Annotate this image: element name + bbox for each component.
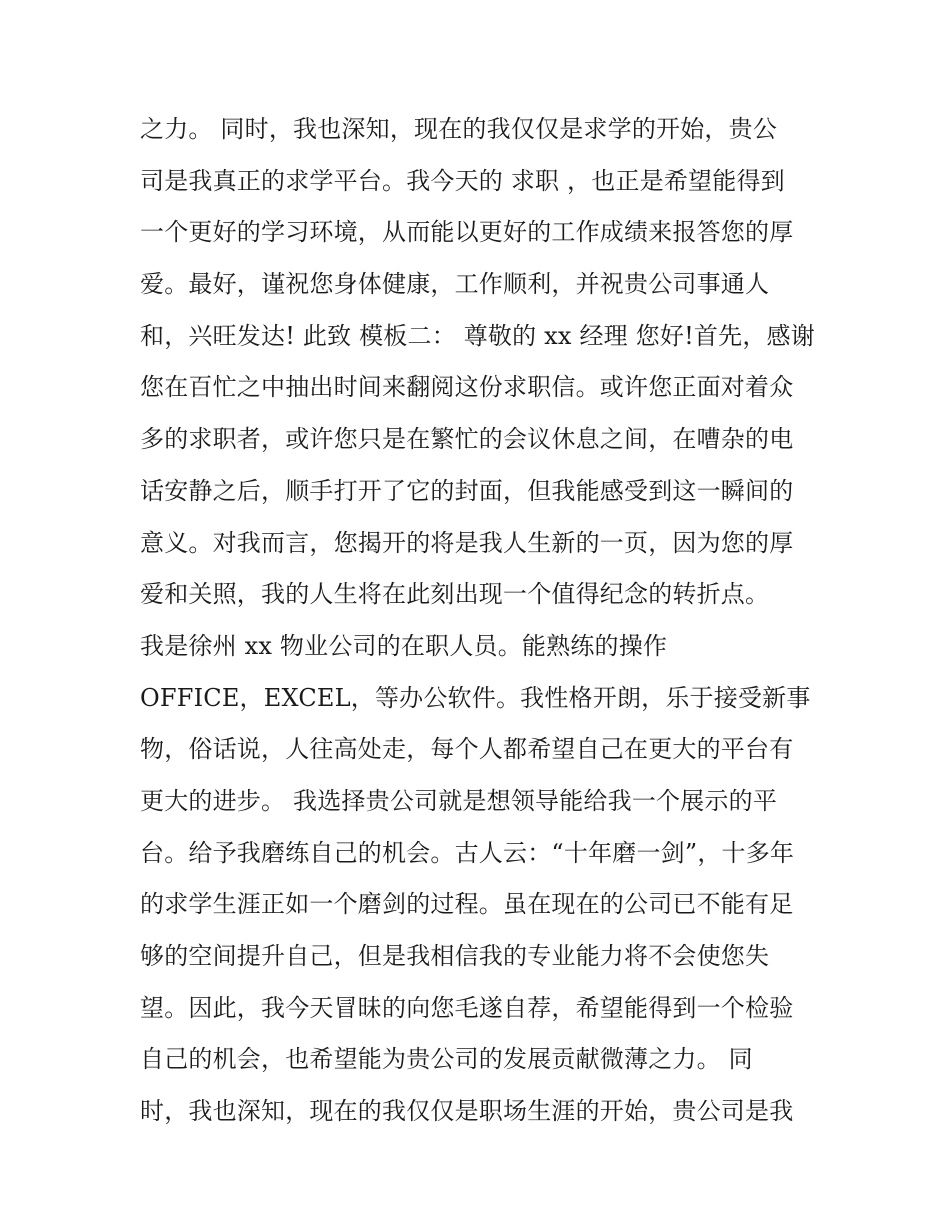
text-line-7: 多的求职者，或许您只是在繁忙的会议休息之间，在嘈杂的电 bbox=[140, 425, 794, 454]
text-line-2: 司是我真正的求学平台。我今天的 求职 ，也正是希望能得到 bbox=[140, 166, 785, 195]
text-line-14: 更大的进步。 我选择贵公司就是想领导能给我一个展示的平 bbox=[140, 786, 778, 815]
text-line-11: 我是徐州 xx 物业公司的在职人员。能熟练的操作 bbox=[140, 631, 668, 660]
text-line-10: 爱和关照，我的人生将在此刻出现一个值得纪念的转折点。 bbox=[140, 580, 770, 609]
text-line-5: 和，兴旺发达! 此致 模板二： 尊敬的 xx 经理 您好!首先，感谢 bbox=[140, 321, 815, 350]
text-line-13: 物，俗话说，人往高处走，每个人都希望自己在更大的平台有 bbox=[140, 735, 794, 764]
text-line-15: 台。给予我磨练自己的机会。古人云：“十年磨一剑”，十多年 bbox=[140, 838, 795, 867]
text-line-16: 的求学生涯正如一个磨剑的过程。虽在现在的公司已不能有足 bbox=[140, 890, 794, 919]
text-line-6: 您在百忙之中抽出时间来翻阅这份求职信。或许您正面对着众 bbox=[140, 373, 794, 402]
text-line-8: 话安静之后，顺手打开了它的封面，但我能感受到这一瞬间的 bbox=[140, 476, 794, 505]
text-line-12: OFFICE，EXCEL，等办公软件。我性格开朗，乐于接受新事 bbox=[140, 683, 811, 712]
text-line-3: 一个更好的学习环境，从而能以更好的工作成绩来报答您的厚 bbox=[140, 218, 794, 247]
text-line-4: 爱。最好，谨祝您身体健康，工作顺利，并祝贵公司事通人 bbox=[140, 270, 770, 299]
text-line-18: 望。因此，我今天冒昧的向您毛遂自荐，希望能得到一个检验 bbox=[140, 993, 794, 1022]
text-line-1: 之力。 同时，我也深知，现在的我仅仅是求学的开始，贵公 bbox=[140, 115, 778, 143]
text-line-19: 自己的机会，也希望能为贵公司的发展贡献微薄之力。 同 bbox=[140, 1045, 753, 1074]
text-line-20: 时，我也深知，现在的我仅仅是职场生涯的开始，贵公司是我 bbox=[140, 1097, 794, 1126]
text-line-17: 够的空间提升自己，但是我相信我的专业能力将不会使您失 bbox=[140, 942, 770, 970]
text-line-9: 意义。对我而言，您揭开的将是我人生新的一页，因为您的厚 bbox=[140, 528, 794, 557]
body-text bbox=[140, 104, 820, 1138]
